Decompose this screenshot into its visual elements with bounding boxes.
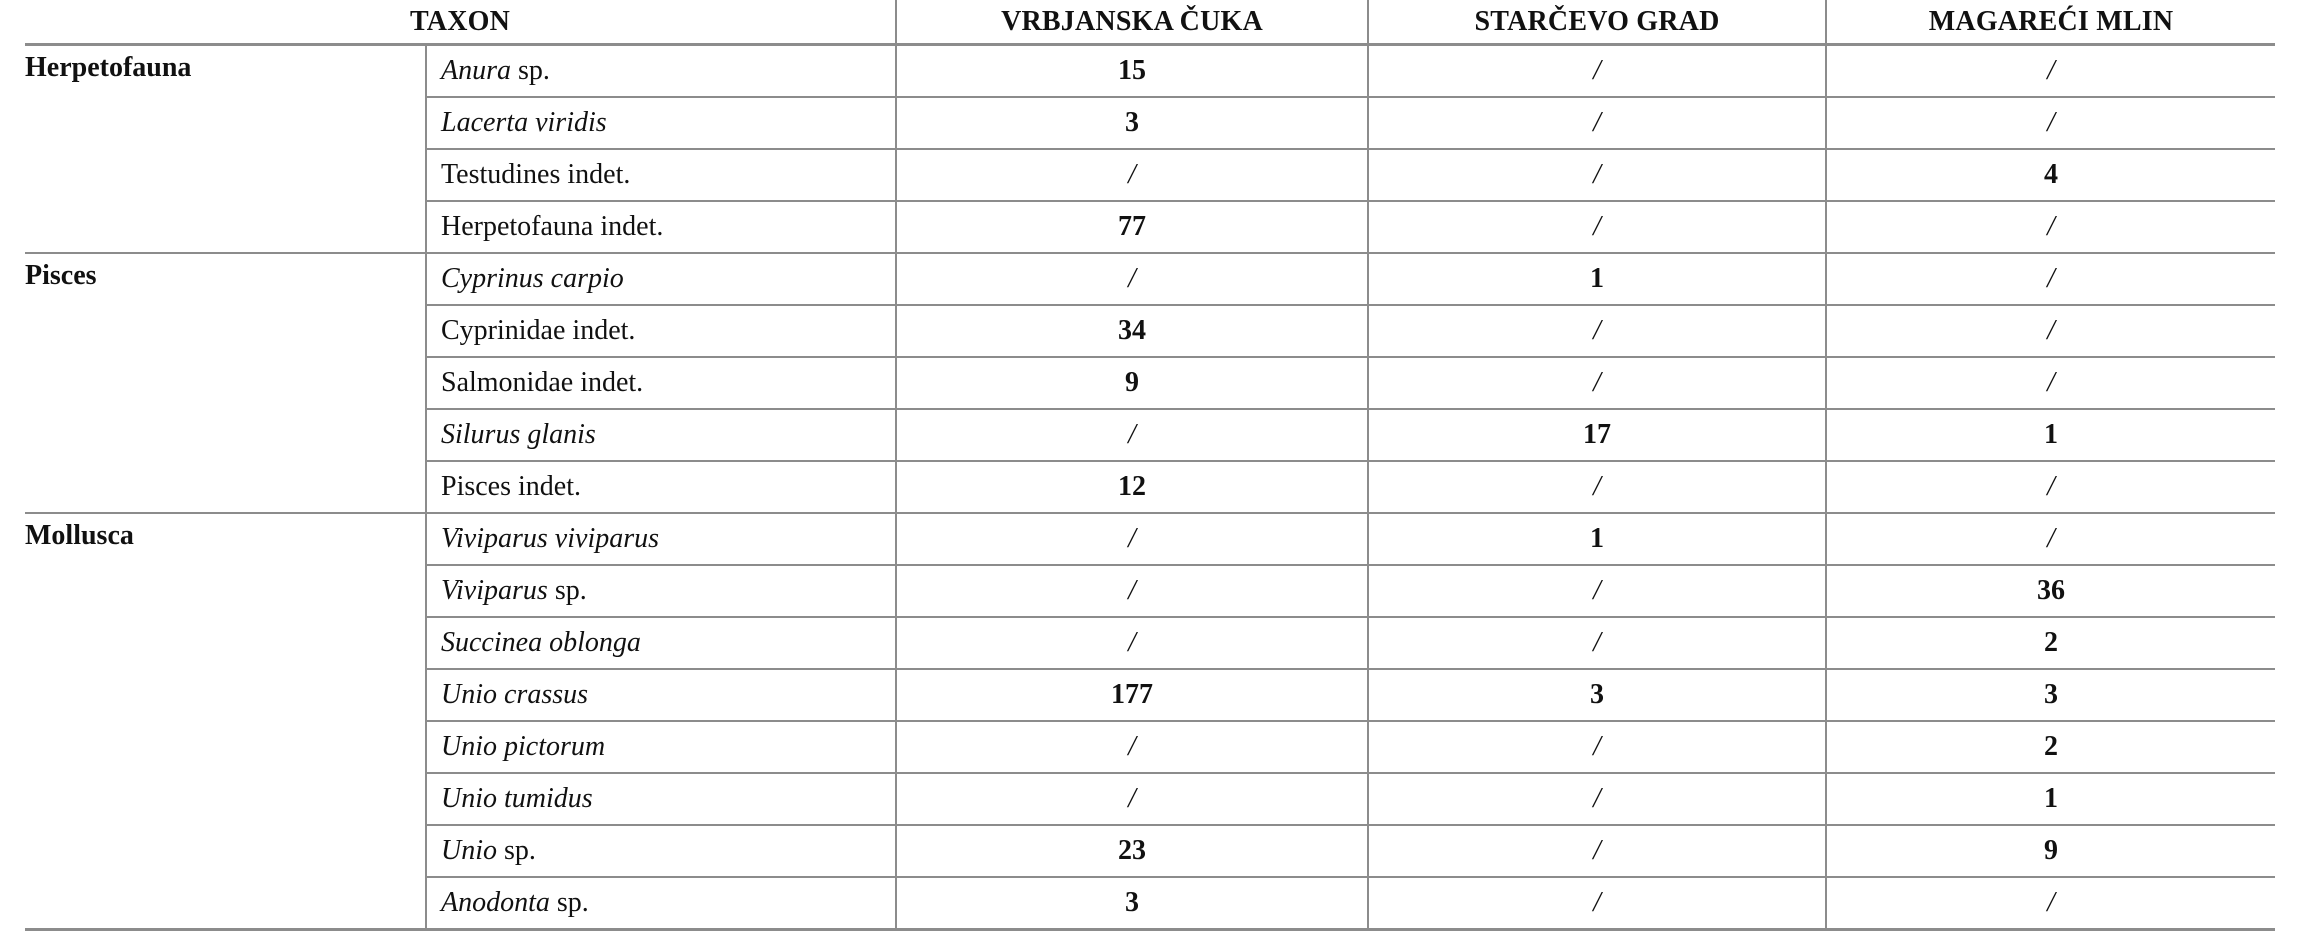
count-starcevo-grad: 17 (1368, 409, 1826, 461)
taxon-name (426, 45, 896, 98)
count-magareci-mlin: 4 (1826, 149, 2275, 201)
count-vrbjanska-cuka: 77 (896, 201, 1368, 253)
header-starcevo-grad: STARČEVO GRAD (1368, 0, 1826, 45)
taxon-name (426, 617, 896, 669)
count-magareci-mlin: / (1826, 513, 2275, 565)
count-starcevo-grad: / (1368, 721, 1826, 773)
taxon-name (426, 201, 896, 253)
taxon-name-italic: Viviparus (441, 575, 548, 606)
taxon-name (426, 149, 896, 201)
count-starcevo-grad: / (1368, 825, 1826, 877)
taxon-name (426, 877, 896, 930)
count-starcevo-grad: / (1368, 45, 1826, 98)
count-vrbjanska-cuka: 9 (896, 357, 1368, 409)
count-starcevo-grad: / (1368, 773, 1826, 825)
count-vrbjanska-cuka: 177 (896, 669, 1368, 721)
count-vrbjanska-cuka: 12 (896, 461, 1368, 513)
taxon-name-italic: Unio tumidus (441, 783, 593, 814)
taxon-name-italic: Unio crassus (441, 679, 589, 710)
table-row (25, 253, 2275, 305)
group-label: Mollusca (25, 513, 426, 930)
taxon-name (426, 253, 896, 305)
count-magareci-mlin: 1 (1826, 409, 2275, 461)
count-magareci-mlin: / (1826, 253, 2275, 305)
count-starcevo-grad: / (1368, 617, 1826, 669)
taxon-name-plain: sp. (549, 887, 589, 918)
taxon-name-italic: Succinea oblonga (441, 627, 641, 658)
count-magareci-mlin: 36 (1826, 565, 2275, 617)
count-magareci-mlin: 2 (1826, 721, 2275, 773)
count-starcevo-grad: / (1368, 97, 1826, 149)
header-vrbjanska-cuka: VRBJANSKA ČUKA (896, 0, 1368, 45)
taxa-table (25, 0, 2275, 931)
taxon-name-italic: Viviparus viviparus (441, 523, 660, 554)
count-magareci-mlin: / (1826, 461, 2275, 513)
taxon-name (426, 669, 896, 721)
taxon-name-plain: Testudines indet. (441, 159, 631, 190)
count-magareci-mlin: 9 (1826, 825, 2275, 877)
count-magareci-mlin: / (1826, 877, 2275, 930)
count-starcevo-grad: / (1368, 357, 1826, 409)
count-vrbjanska-cuka: 15 (896, 45, 1368, 98)
taxon-name (426, 721, 896, 773)
count-magareci-mlin: / (1826, 305, 2275, 357)
table-body (25, 45, 2275, 930)
table-row (25, 513, 2275, 565)
taxon-name-plain: sp. (511, 55, 550, 86)
count-vrbjanska-cuka: / (896, 409, 1368, 461)
count-vrbjanska-cuka: 3 (896, 877, 1368, 930)
count-magareci-mlin: / (1826, 201, 2275, 253)
taxon-name-italic: Lacerta viridis (441, 107, 607, 138)
count-starcevo-grad: 1 (1368, 253, 1826, 305)
count-magareci-mlin: 1 (1826, 773, 2275, 825)
taxon-name (426, 409, 896, 461)
count-starcevo-grad: / (1368, 877, 1826, 930)
count-vrbjanska-cuka: / (896, 617, 1368, 669)
taxon-name-plain: sp. (497, 835, 536, 866)
header-magareci-mlin: MAGAREĆI MLIN (1826, 0, 2275, 45)
taxon-name (426, 565, 896, 617)
taxon-name-plain: Salmonidae indet. (441, 367, 644, 398)
count-magareci-mlin: / (1826, 357, 2275, 409)
count-starcevo-grad: / (1368, 565, 1826, 617)
header-taxon: TAXON (25, 0, 896, 45)
count-starcevo-grad: / (1368, 149, 1826, 201)
count-starcevo-grad: / (1368, 305, 1826, 357)
taxon-name-italic: Unio pictorum (441, 731, 606, 762)
taxon-name (426, 513, 896, 565)
count-vrbjanska-cuka: / (896, 253, 1368, 305)
count-magareci-mlin: / (1826, 97, 2275, 149)
taxon-name-plain: Pisces indet. (441, 471, 581, 502)
group-label: Pisces (25, 253, 426, 513)
taxon-name-italic: Anodonta (441, 887, 550, 918)
count-vrbjanska-cuka: 34 (896, 305, 1368, 357)
count-vrbjanska-cuka: / (896, 149, 1368, 201)
count-vrbjanska-cuka: 3 (896, 97, 1368, 149)
count-magareci-mlin: / (1826, 45, 2275, 98)
count-vrbjanska-cuka: / (896, 513, 1368, 565)
count-vrbjanska-cuka: 23 (896, 825, 1368, 877)
count-starcevo-grad: 3 (1368, 669, 1826, 721)
taxon-name (426, 305, 896, 357)
count-magareci-mlin: 3 (1826, 669, 2275, 721)
count-starcevo-grad: / (1368, 461, 1826, 513)
count-vrbjanska-cuka: / (896, 721, 1368, 773)
taxon-name (426, 825, 896, 877)
taxon-name-italic: Cyprinus carpio (441, 263, 624, 294)
count-starcevo-grad: / (1368, 201, 1826, 253)
taxon-name (426, 97, 896, 149)
taxon-name-italic: Silurus glanis (441, 419, 596, 450)
taxon-name (426, 773, 896, 825)
taxon-name-italic: Unio (441, 835, 497, 866)
taxon-name-italic: Anura (441, 55, 511, 86)
count-starcevo-grad: 1 (1368, 513, 1826, 565)
taxon-name-plain: Herpetofauna indet. (441, 211, 664, 242)
count-vrbjanska-cuka: / (896, 565, 1368, 617)
taxon-name (426, 357, 896, 409)
table-row (25, 45, 2275, 98)
taxon-name-plain: Cyprinidae indet. (441, 315, 636, 346)
taxon-name (426, 461, 896, 513)
header-row (25, 0, 2275, 45)
count-vrbjanska-cuka: / (896, 773, 1368, 825)
count-magareci-mlin: 2 (1826, 617, 2275, 669)
group-label: Herpetofauna (25, 45, 426, 254)
taxon-name-plain: sp. (547, 575, 587, 606)
